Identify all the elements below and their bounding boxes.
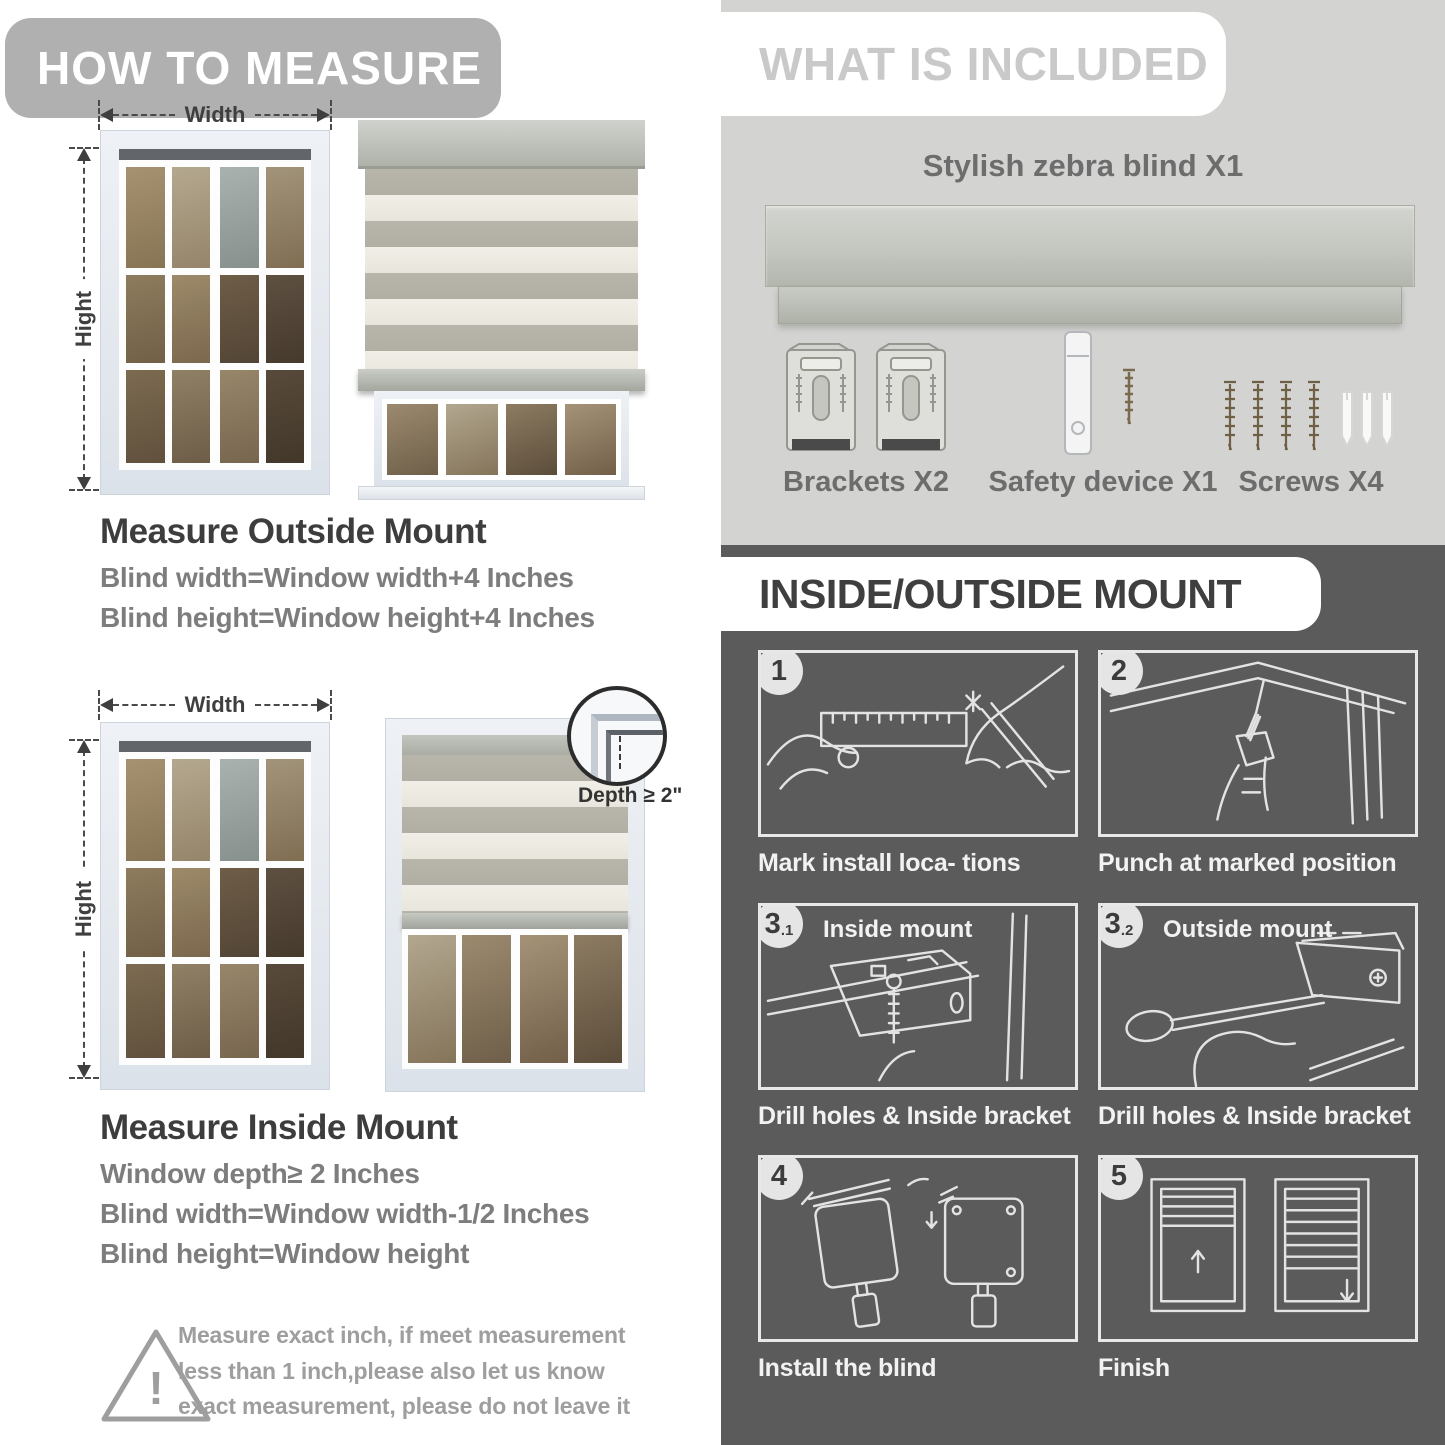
mount-section-title: INSIDE/OUTSIDE MOUNT (759, 570, 1242, 617)
safety-device-label: Safety device X1 (988, 466, 1218, 498)
window-casement-left (126, 759, 210, 1058)
dashed-line (255, 704, 317, 706)
arrow-up-icon (77, 148, 91, 161)
step-1 (758, 650, 1078, 878)
arrow-up-icon (77, 740, 91, 753)
svg-text:!: ! (148, 1362, 164, 1414)
product-label: Stylish zebra blind X1 (922, 148, 1244, 183)
width-dimension-arrow (98, 100, 332, 130)
inside-mount-rule-depth: Window depth≥ 2 Inches (100, 1158, 420, 1189)
how-to-measure-title: HOW TO MEASURE (37, 42, 483, 94)
window-opening (119, 149, 311, 470)
width-label: Width (184, 692, 246, 717)
dashed-line (113, 704, 175, 706)
inside-mount-title: Measure Inside Mount (100, 1108, 458, 1147)
what-is-included-banner (721, 12, 1226, 116)
step-3-2-badge: 3 .2 (1098, 903, 1143, 948)
height-label: Hight (67, 279, 101, 359)
brackets-label: Brackets X2 (782, 466, 950, 498)
depth-detail-magnifier (567, 686, 667, 786)
window-panes (119, 752, 311, 1065)
blind-zebra-fabric (365, 169, 638, 369)
window-below-blind (374, 391, 629, 488)
step-5-badge: 5 (1098, 1155, 1143, 1200)
step-3-1-badge: 3 .1 (758, 903, 803, 948)
step-3-2 (1098, 903, 1418, 1131)
what-is-included-section (721, 0, 1445, 545)
arrow-down-icon (77, 477, 91, 490)
brackets-image (783, 340, 949, 462)
safety-device-image (1051, 330, 1161, 462)
window-top-shadow (119, 149, 311, 160)
blind-headrail-valance (778, 286, 1402, 324)
step-1-panel (758, 650, 1078, 837)
depth-label: Depth ≥ 2" (578, 784, 683, 807)
frame-corner-inner (606, 730, 667, 786)
window-top-shadow (119, 741, 311, 752)
step-3-1-panel (758, 903, 1078, 1090)
mount-section-banner (721, 557, 1321, 631)
window-photo-outside-mount (100, 130, 330, 495)
window-photo-inside-mount (100, 722, 330, 1090)
step-2 (1098, 650, 1418, 878)
step-4-panel (758, 1155, 1078, 1342)
dashed-line (255, 114, 317, 116)
step-3-2-title: Outside mount (1163, 916, 1333, 943)
step-1-badge: 1 (758, 650, 803, 695)
screws-image (1216, 378, 1406, 464)
dimension-boundary-line (330, 100, 332, 130)
window-casement-right (220, 759, 304, 1058)
step-3-1-caption: Drill holes & Inside bracket (758, 1102, 1071, 1130)
window-panes (402, 929, 628, 1069)
warning-text: Measure exact inch, if meet measurement less than 1 inch,please also let us know exact measurement, please do not leave it (178, 1322, 630, 1420)
right-column (721, 0, 1445, 1445)
inside-outside-mount-section (721, 545, 1445, 1445)
inside-mount-rule-height: Blind height=Window height (100, 1238, 470, 1269)
outside-mount-title: Measure Outside Mount (100, 512, 487, 551)
step-2-badge: 2 (1098, 650, 1143, 695)
blind-cassette (358, 120, 645, 169)
drill-illustration (1101, 653, 1415, 834)
arrow-right-icon (317, 108, 330, 122)
arrow-left-icon (100, 108, 113, 122)
finish-illustration (1101, 1158, 1415, 1339)
step-4-badge: 4 (758, 1155, 803, 1200)
blind-bottom-rail (358, 369, 645, 391)
window-casement-right (220, 167, 304, 463)
what-is-included-title: WHAT IS INCLUDED (759, 38, 1209, 90)
window-panes (119, 160, 311, 470)
step-3-1 (758, 903, 1078, 1131)
step-5-caption: Finish (1098, 1354, 1170, 1382)
arrow-left-icon (100, 698, 113, 712)
width-dimension-arrow (98, 690, 332, 720)
outside-mount-rule-height: Blind height=Window height+4 Inches (100, 602, 595, 633)
outside-mount-rule-width: Blind width=Window width+4 Inches (100, 562, 574, 593)
step-4 (758, 1155, 1078, 1383)
step-4-caption: Install the blind (758, 1354, 937, 1382)
width-label: Width (184, 102, 246, 127)
step-5-panel (1098, 1155, 1418, 1342)
height-label: Hight (67, 869, 101, 949)
step-3-2-panel (1098, 903, 1418, 1090)
arrow-right-icon (317, 698, 330, 712)
arrow-down-icon (77, 1065, 91, 1078)
install-blind-illustration (761, 1158, 1075, 1339)
zebra-blind-outside-mount-photo (358, 120, 645, 500)
step-1-caption: Mark install loca- tions (758, 849, 1021, 877)
step-3-1-title: Inside mount (823, 916, 973, 943)
screws-label: Screws X4 (1238, 466, 1384, 498)
window-sill (358, 486, 645, 500)
step-2-panel (1098, 650, 1418, 837)
step-3-2-caption: Drill holes & Inside bracket (1098, 1102, 1411, 1130)
depth-dashed-line (619, 736, 621, 769)
blind-headrail-image (765, 205, 1415, 287)
dimension-boundary-line (330, 690, 332, 720)
step-5 (1098, 1155, 1418, 1383)
window-casement-left (126, 167, 210, 463)
inside-mount-rule-width: Blind width=Window width-1/2 Inches (100, 1198, 590, 1229)
window-opening (119, 741, 311, 1065)
blind-bottom-rail (402, 913, 628, 929)
step-2-caption: Punch at marked position (1098, 849, 1397, 877)
dashed-line (113, 114, 175, 116)
mark-location-illustration (761, 653, 1075, 834)
